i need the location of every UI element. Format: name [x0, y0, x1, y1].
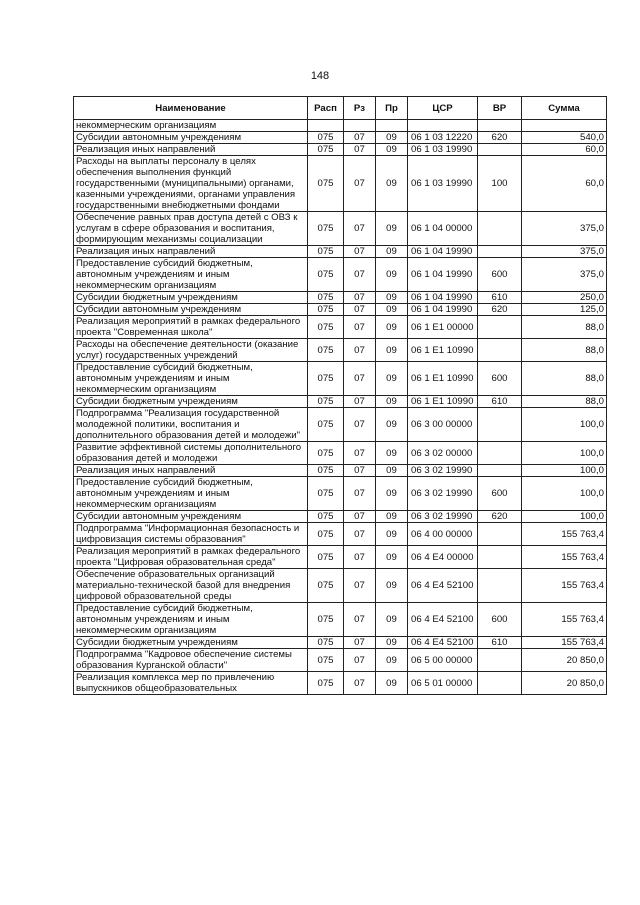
cell-sum: 60,0 — [522, 156, 607, 212]
cell-rz: 07 — [344, 132, 376, 144]
cell-csr: 06 3 02 19990 — [408, 511, 478, 523]
cell-csr: 06 1 03 12220 — [408, 132, 478, 144]
cell-csr: 06 1 03 19990 — [408, 156, 478, 212]
cell-rz: 07 — [344, 637, 376, 649]
cell-rz: 07 — [344, 362, 376, 396]
cell-rz: 07 — [344, 672, 376, 695]
cell-rasp: 075 — [308, 292, 344, 304]
cell-name: некоммерческим организациям — [74, 120, 308, 132]
cell-rasp: 075 — [308, 132, 344, 144]
cell-sum: 88,0 — [522, 339, 607, 362]
table-row — [74, 292, 607, 304]
cell-sum: 155 763,4 — [522, 523, 607, 546]
cell-name: Предоставление субсидий бюджетным, автономным учреждениям и иным некоммерческим организациям — [74, 258, 308, 292]
cell-pr — [376, 120, 408, 132]
cell-vr — [478, 649, 522, 672]
cell-rz: 07 — [344, 212, 376, 246]
header-csr: ЦСР — [408, 97, 478, 120]
cell-csr: 06 4 E4 52100 — [408, 637, 478, 649]
table-row — [74, 637, 607, 649]
cell-rz: 07 — [344, 339, 376, 362]
cell-rz: 07 — [344, 258, 376, 292]
cell-csr: 06 3 02 00000 — [408, 442, 478, 465]
table-row — [74, 339, 607, 362]
cell-vr — [478, 442, 522, 465]
cell-rz: 07 — [344, 156, 376, 212]
budget-table — [73, 96, 607, 695]
header-pr: Пр — [376, 97, 408, 120]
cell-name: Реализация иных направлений — [74, 465, 308, 477]
cell-pr: 09 — [376, 523, 408, 546]
table-row — [74, 212, 607, 246]
table-row — [74, 569, 607, 603]
table-row — [74, 120, 607, 132]
cell-vr: 100 — [478, 156, 522, 212]
cell-name: Подпрограмма "Информационная безопасность и цифровизация системы образования" — [74, 523, 308, 546]
cell-csr: 06 4 E4 52100 — [408, 603, 478, 637]
cell-rasp: 075 — [308, 144, 344, 156]
cell-csr: 06 1 04 00000 — [408, 212, 478, 246]
cell-pr: 09 — [376, 212, 408, 246]
cell-vr — [478, 339, 522, 362]
cell-vr — [478, 120, 522, 132]
cell-vr — [478, 569, 522, 603]
cell-pr: 09 — [376, 292, 408, 304]
cell-sum: 155 763,4 — [522, 569, 607, 603]
cell-vr — [478, 144, 522, 156]
cell-rasp: 075 — [308, 246, 344, 258]
cell-csr: 06 1 E1 10990 — [408, 339, 478, 362]
cell-name: Расходы на выплаты персоналу в целях обеспечения выполнения функций государственными (муниципальными) органами, казенными учреждениями, органами управления государственными внебюджетными фондами — [74, 156, 308, 212]
cell-pr: 09 — [376, 396, 408, 408]
cell-sum: 100,0 — [522, 511, 607, 523]
cell-rz: 07 — [344, 465, 376, 477]
cell-rasp: 075 — [308, 465, 344, 477]
cell-sum: 125,0 — [522, 304, 607, 316]
cell-rasp: 075 — [308, 316, 344, 339]
cell-csr — [408, 120, 478, 132]
cell-sum: 155 763,4 — [522, 546, 607, 569]
cell-csr: 06 1 03 19990 — [408, 144, 478, 156]
cell-vr — [478, 672, 522, 695]
cell-sum: 375,0 — [522, 246, 607, 258]
cell-rz: 07 — [344, 408, 376, 442]
table-header-row — [74, 97, 607, 120]
cell-csr: 06 3 00 00000 — [408, 408, 478, 442]
cell-name: Расходы на обеспечение деятельности (оказание услуг) государственных учреждений — [74, 339, 308, 362]
cell-sum: 88,0 — [522, 396, 607, 408]
table-row — [74, 511, 607, 523]
cell-rasp: 075 — [308, 637, 344, 649]
cell-csr: 06 3 02 19990 — [408, 465, 478, 477]
cell-csr: 06 1 E1 10990 — [408, 362, 478, 396]
cell-sum: 155 763,4 — [522, 637, 607, 649]
cell-vr: 610 — [478, 396, 522, 408]
table-row — [74, 649, 607, 672]
table-row — [74, 477, 607, 511]
cell-pr: 09 — [376, 465, 408, 477]
cell-rz: 07 — [344, 292, 376, 304]
cell-sum: 100,0 — [522, 408, 607, 442]
cell-sum: 250,0 — [522, 292, 607, 304]
cell-rasp: 075 — [308, 511, 344, 523]
cell-sum: 60,0 — [522, 144, 607, 156]
cell-name: Субсидии бюджетным учреждениям — [74, 637, 308, 649]
cell-csr: 06 4 E4 52100 — [408, 569, 478, 603]
cell-csr: 06 1 E1 00000 — [408, 316, 478, 339]
cell-vr — [478, 212, 522, 246]
cell-csr: 06 4 00 00000 — [408, 523, 478, 546]
cell-vr — [478, 546, 522, 569]
cell-name: Предоставление субсидий бюджетным, автономным учреждениям и иным некоммерческим организациям — [74, 477, 308, 511]
cell-pr: 09 — [376, 132, 408, 144]
cell-rz: 07 — [344, 304, 376, 316]
cell-rz: 07 — [344, 396, 376, 408]
page-number: 148 — [310, 70, 330, 82]
cell-sum: 88,0 — [522, 362, 607, 396]
cell-sum: 155 763,4 — [522, 603, 607, 637]
cell-vr — [478, 408, 522, 442]
table-row — [74, 144, 607, 156]
cell-vr — [478, 523, 522, 546]
cell-pr: 09 — [376, 637, 408, 649]
cell-vr: 620 — [478, 304, 522, 316]
cell-rasp: 075 — [308, 442, 344, 465]
cell-pr: 09 — [376, 546, 408, 569]
cell-rz: 07 — [344, 523, 376, 546]
cell-vr: 620 — [478, 511, 522, 523]
cell-rasp: 075 — [308, 477, 344, 511]
cell-pr: 09 — [376, 258, 408, 292]
cell-vr: 610 — [478, 292, 522, 304]
cell-sum: 88,0 — [522, 316, 607, 339]
cell-pr: 09 — [376, 442, 408, 465]
cell-rasp: 075 — [308, 672, 344, 695]
cell-csr: 06 1 04 19990 — [408, 304, 478, 316]
table-row — [74, 316, 607, 339]
cell-csr: 06 5 00 00000 — [408, 649, 478, 672]
cell-rasp: 075 — [308, 362, 344, 396]
cell-name: Субсидии бюджетным учреждениям — [74, 292, 308, 304]
header-name: Наименование — [74, 97, 308, 120]
cell-vr — [478, 465, 522, 477]
header-rz: Рз — [344, 97, 376, 120]
cell-name: Субсидии автономным учреждениям — [74, 132, 308, 144]
cell-name: Предоставление субсидий бюджетным, автономным учреждениям и иным некоммерческим организациям — [74, 362, 308, 396]
cell-pr: 09 — [376, 603, 408, 637]
cell-pr: 09 — [376, 408, 408, 442]
cell-rasp — [308, 120, 344, 132]
cell-rasp: 075 — [308, 408, 344, 442]
cell-pr: 09 — [376, 304, 408, 316]
cell-name: Подпрограмма "Реализация государственной молодежной политики, воспитания и дополнительного образования детей и молодежи" — [74, 408, 308, 442]
cell-vr: 600 — [478, 258, 522, 292]
cell-pr: 09 — [376, 246, 408, 258]
cell-name: Реализация комплекса мер по привлечению выпускников общеобразовательных — [74, 672, 308, 695]
cell-vr: 610 — [478, 637, 522, 649]
cell-rz: 07 — [344, 442, 376, 465]
cell-sum: 100,0 — [522, 465, 607, 477]
cell-pr: 09 — [376, 477, 408, 511]
cell-name: Субсидии автономным учреждениям — [74, 304, 308, 316]
cell-name: Обеспечение равных прав доступа детей с ОВЗ к услугам в сфере образования и воспитания, формирующим механизмы социализации — [74, 212, 308, 246]
cell-pr: 09 — [376, 649, 408, 672]
table-row — [74, 246, 607, 258]
table-row — [74, 465, 607, 477]
cell-sum: 100,0 — [522, 477, 607, 511]
cell-csr: 06 1 04 19990 — [408, 246, 478, 258]
cell-rasp: 075 — [308, 603, 344, 637]
cell-name: Реализация иных направлений — [74, 246, 308, 258]
cell-vr — [478, 246, 522, 258]
cell-rz: 07 — [344, 569, 376, 603]
cell-csr: 06 1 04 19990 — [408, 258, 478, 292]
cell-rasp: 075 — [308, 649, 344, 672]
cell-name: Реализация иных направлений — [74, 144, 308, 156]
cell-csr: 06 3 02 19990 — [408, 477, 478, 511]
header-rasp: Расп — [308, 97, 344, 120]
cell-name: Субсидии автономным учреждениям — [74, 511, 308, 523]
cell-sum: 375,0 — [522, 258, 607, 292]
cell-rasp: 075 — [308, 304, 344, 316]
cell-rasp: 075 — [308, 339, 344, 362]
cell-vr: 600 — [478, 603, 522, 637]
cell-rasp: 075 — [308, 546, 344, 569]
cell-vr — [478, 316, 522, 339]
table-row — [74, 396, 607, 408]
cell-name: Предоставление субсидий бюджетным, автономным учреждениям и иным некоммерческим организациям — [74, 603, 308, 637]
table-row — [74, 156, 607, 212]
table-row — [74, 546, 607, 569]
cell-rz: 07 — [344, 546, 376, 569]
table-row — [74, 603, 607, 637]
cell-rz: 07 — [344, 603, 376, 637]
cell-pr: 09 — [376, 672, 408, 695]
cell-sum — [522, 120, 607, 132]
cell-sum: 540,0 — [522, 132, 607, 144]
cell-name: Обеспечение образовательных организаций материально-технической базой для внедрения цифровой образовательной среды — [74, 569, 308, 603]
cell-pr: 09 — [376, 339, 408, 362]
cell-rz: 07 — [344, 144, 376, 156]
table-row — [74, 442, 607, 465]
cell-rz: 07 — [344, 316, 376, 339]
cell-sum: 100,0 — [522, 442, 607, 465]
cell-csr: 06 1 04 19990 — [408, 292, 478, 304]
cell-pr: 09 — [376, 144, 408, 156]
cell-rasp: 075 — [308, 523, 344, 546]
cell-rz: 07 — [344, 477, 376, 511]
cell-pr: 09 — [376, 569, 408, 603]
cell-pr: 09 — [376, 156, 408, 212]
cell-csr: 06 1 E1 10990 — [408, 396, 478, 408]
cell-sum: 20 850,0 — [522, 672, 607, 695]
cell-sum: 375,0 — [522, 212, 607, 246]
table-row — [74, 258, 607, 292]
cell-rz — [344, 120, 376, 132]
header-sum: Сумма — [522, 97, 607, 120]
cell-pr: 09 — [376, 362, 408, 396]
table-row — [74, 408, 607, 442]
table-row — [74, 523, 607, 546]
cell-rasp: 075 — [308, 156, 344, 212]
cell-name: Субсидии бюджетным учреждениям — [74, 396, 308, 408]
cell-rz: 07 — [344, 246, 376, 258]
cell-name: Подпрограмма "Кадровое обеспечение системы образования Курганской области" — [74, 649, 308, 672]
cell-vr: 600 — [478, 477, 522, 511]
cell-pr: 09 — [376, 316, 408, 339]
cell-rz: 07 — [344, 649, 376, 672]
header-vr: ВР — [478, 97, 522, 120]
cell-csr: 06 5 01 00000 — [408, 672, 478, 695]
table-row — [74, 304, 607, 316]
cell-rasp: 075 — [308, 258, 344, 292]
cell-vr: 600 — [478, 362, 522, 396]
cell-name: Реализация мероприятий в рамках федерального проекта "Цифровая образовательная среда" — [74, 546, 308, 569]
cell-vr: 620 — [478, 132, 522, 144]
cell-name: Развитие эффективной системы дополнительного образования детей и молодежи — [74, 442, 308, 465]
table-row — [74, 362, 607, 396]
cell-rz: 07 — [344, 511, 376, 523]
cell-sum: 20 850,0 — [522, 649, 607, 672]
cell-name: Реализация мероприятий в рамках федерального проекта "Современная школа" — [74, 316, 308, 339]
table-row — [74, 132, 607, 144]
table-row — [74, 672, 607, 695]
cell-rasp: 075 — [308, 396, 344, 408]
cell-rasp: 075 — [308, 569, 344, 603]
cell-rasp: 075 — [308, 212, 344, 246]
cell-pr: 09 — [376, 511, 408, 523]
cell-csr: 06 4 E4 00000 — [408, 546, 478, 569]
